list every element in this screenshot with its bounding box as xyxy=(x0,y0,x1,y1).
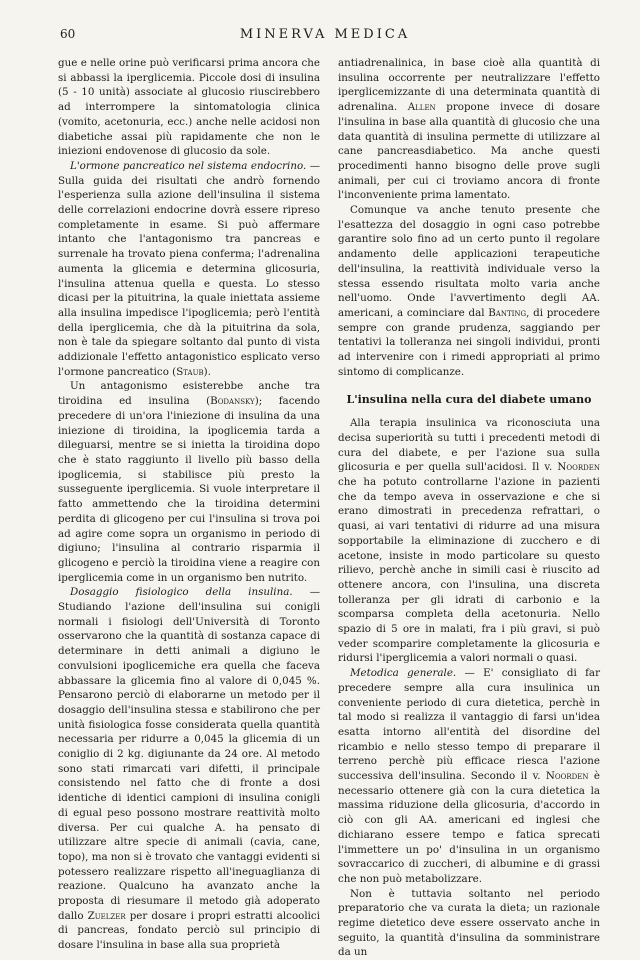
citation: Noorden xyxy=(545,770,589,783)
paragraph-physiological-dosage: Dosaggio fisiologico della insulina. — Studiando l'azione dell'insulina sui conigli normali i fisiologi dell'Università di Toronto osservarono che la quantità di sostanza capace di determinare in detti animali a digiuno le convulsioni ipoglicemiche era quella che faceva abbassare la glicemia fino al valore di 0,045 %. Pensarono perciò di elaborarne un metodo per il dosaggio dell'insulina stessa e stabilirono che per unità fisiologica fosse considerata quella quantità necessaria per ridurre a 0,045 la glicemia di un coniglio di 2 kg. digiunante da 24 ore. Al metodo sono stati rimarcati vari difetti, il principale consistendo nel fatto che di fronte a dosi identiche di identici campioni di insulina conigli di egual peso possono mostrare reattività molto diversa. Per cui qualche A. ha pensato di utilizzare altre specie di animali (cavia, cane, topo), ma non si è trovato che vantaggi evidenti si potessero realizzare rispetto all'ineguaglianza di reazione. Qualcuno ha avanzato anche la proposta di riesumare il metodo già adoperato dallo Zuelzer per dosare i propri estratti alcoolici di pancreas, fondato perciò sul principio di dosare l'insulina in base alla sua proprietà xyxy=(58,586,320,952)
paragraph-general-method: Metodica generale. — E' consigliato di far precedere sempre alla cura insulinica un conveniente periodo di cura dietetica, perchè in tal modo si realizza il vantaggio di farsi un'idea esatta intorno all'entità del disordine del ricambio e nello stesso tempo di preparare il terreno perchè più efficace riesca l'azione successiva dell'insulina. Secondo il v. Noorden è necessario ottenere già con la cura dietetica la massima riduzione della glicosuria, d'accordo in ciò con gli AA. americani ed inglesi che dichiarano essere tempo e fatica sprecati l'immettere un po' d'insulina in un organismo sovraccarico di zuccheri, di albumine e di grassi che non può metabolizzare. xyxy=(338,667,600,885)
citation: Noorden xyxy=(557,461,600,474)
citation: Allen xyxy=(407,101,436,114)
citation: Zuelzer xyxy=(87,909,126,922)
paragraph-continued: gue e nelle orine può verificarsi prima ancora che si abbassi la iperglicemia. Piccole dosi di insulina (5 - 10 unità) associate al glucosio riuscirebbero ad interrompere la sintomatologia clinica (vomito, acetonuria, ecc.) anche nelle acidosi non diabetiche assai più rapidamente che non le iniezioni endovenose di glucosio da sole. xyxy=(58,57,320,158)
paragraph-thyroid-antagonism: Un antagonismo esisterebbe anche tra tiroidina ed insulina (Bodansky); facendo precedere di un'ora l'iniezione di insulina da una iniezione di tiroidina, la ipoglicemia tarda a dileguarsi, mentre se si inietta la tiroidina dopo che è stato raggiunto il livello più basso della ipoglicemia, si stabilisce più presto la susseguente iperglicemia. Si vuole interpretare il fatto ammettendo che la tiroidina determini perdita di glicogeno per cui l'insulina si trova poi ad agire come sopra un organismo in periodo di digiuno; l'insulina al contrario risparmia il glicogeno e perciò la tiroidina viene a reagire con iperglicemia come in un organismo ben nutrito. xyxy=(58,380,320,584)
subsection-title: L'ormone pancreatico nel sistema endocrino. xyxy=(70,159,307,172)
left-column xyxy=(58,56,320,953)
paragraph-dosage-accuracy: Comunque va anche tenuto presente che l'esattezza del dosaggio in ogni caso potrebbe garantire solo fino ad un certo punto il regolare andamento delle applicazioni terapeutiche dell'insulina, la reattività individuale verso la stessa essendo risultata molto varia anche nell'uomo. Onde l'avvertimento degli AA. americani, a cominciare dal Banting, di procedere sempre con grande prudenza, saggiando per tentativi la tolleranza nei singoli individui, pronti ad intervenire con i rimedi appropriati al primo sintomo di complicanze. xyxy=(338,204,600,378)
section-heading: L'insulina nella cura del diabete umano xyxy=(346,393,592,407)
journal-title: MINERVA MEDICA xyxy=(239,27,411,42)
citation: Banting xyxy=(488,306,527,319)
subsection-title: Dosaggio fisiologico della insulina. xyxy=(70,586,293,599)
paragraph-continued: antiadrenalinica, in base cioè alla quantità di insulina occorrente per neutralizzare l'effetto iperglicemizzante di una determinata quantità di adrenalina. Allen propone invece di dosare l'insulina in base alla quantità di glucosio che una data quantità di insulina permette di utilizzare al cane pancreasdiabetico. Ma anche questi procedimenti hanno bisogno delle prove sugli animali, per cui ci troviamo ancora di fronte l'inconveniente prima lamentato. xyxy=(338,57,600,202)
page-number: 60 xyxy=(60,27,76,41)
page-header xyxy=(60,27,590,47)
right-column xyxy=(338,56,600,960)
paragraph-endocrine-system: L'ormone pancreatico nel sistema endocrino. — Sulla guida dei risultati che andrò fornendo l'esperienza sulla azione dell'insulina il sistema delle correlazioni endocrine dovrà essere ripreso completamente in esame. Si può affermare intanto che l'antagonismo tra pancreas e surrenale ha trovato piena conferma; l'adrenalina aumenta la glicemia e determina glicosuria, l'insulina attenua quella e questa. Lo stesso dicasi per la pituitrina, la quale iniettata assieme alla insulina impedisce l'ipoglicemia; però l'entità della iperglicemia, che dà la pituitrina da sola, non è tale da spiegare soltanto dal punto di vista addizionale l'effetto antagonistico esplicato verso l'ormone pancreatico (Staub). xyxy=(58,159,320,378)
citation: Bodansky xyxy=(210,395,255,408)
paragraph-insulin-therapy: Alla terapia insulinica va riconosciuta una decisa superiorità su tutti i precedenti metodi di cura del diabete, e per l'azione sua sulla glicosuria e per quella sull'acidosi. Il v. Noorden che ha potuto controllarne l'azione in pazienti che da tempo aveva in osservazione e che si erano dimostrati in precedenza refrattari, o quasi, ai vari tentativi di ridurre ad una misura sopportabile la eliminazione di zucchero e di acetone, insiste in modo particolare su questo rilievo, perchè anche in simili casi è riuscito ad ottenere ancora, con l'insulina, una discreta tolleranza per gli idrati di carbonio e la scomparsa completa della acetonuria. Nello spazio di 5 ore in malati, fra i più gravi, si può veder scomparire completamente la glicosuria e ridursi l'iperglicemia a valori normali o quasi. xyxy=(338,417,600,665)
paragraph-diet: Non è tuttavia soltanto nel periodo preparatorio che va curata la dieta; un razionale regime dietetico deve essere osservato anche in seguito, la quantità d'insulina da somministrare da un xyxy=(338,887,600,959)
subsection-title: Metodica generale. xyxy=(350,667,457,680)
citation: Staub xyxy=(176,365,204,378)
